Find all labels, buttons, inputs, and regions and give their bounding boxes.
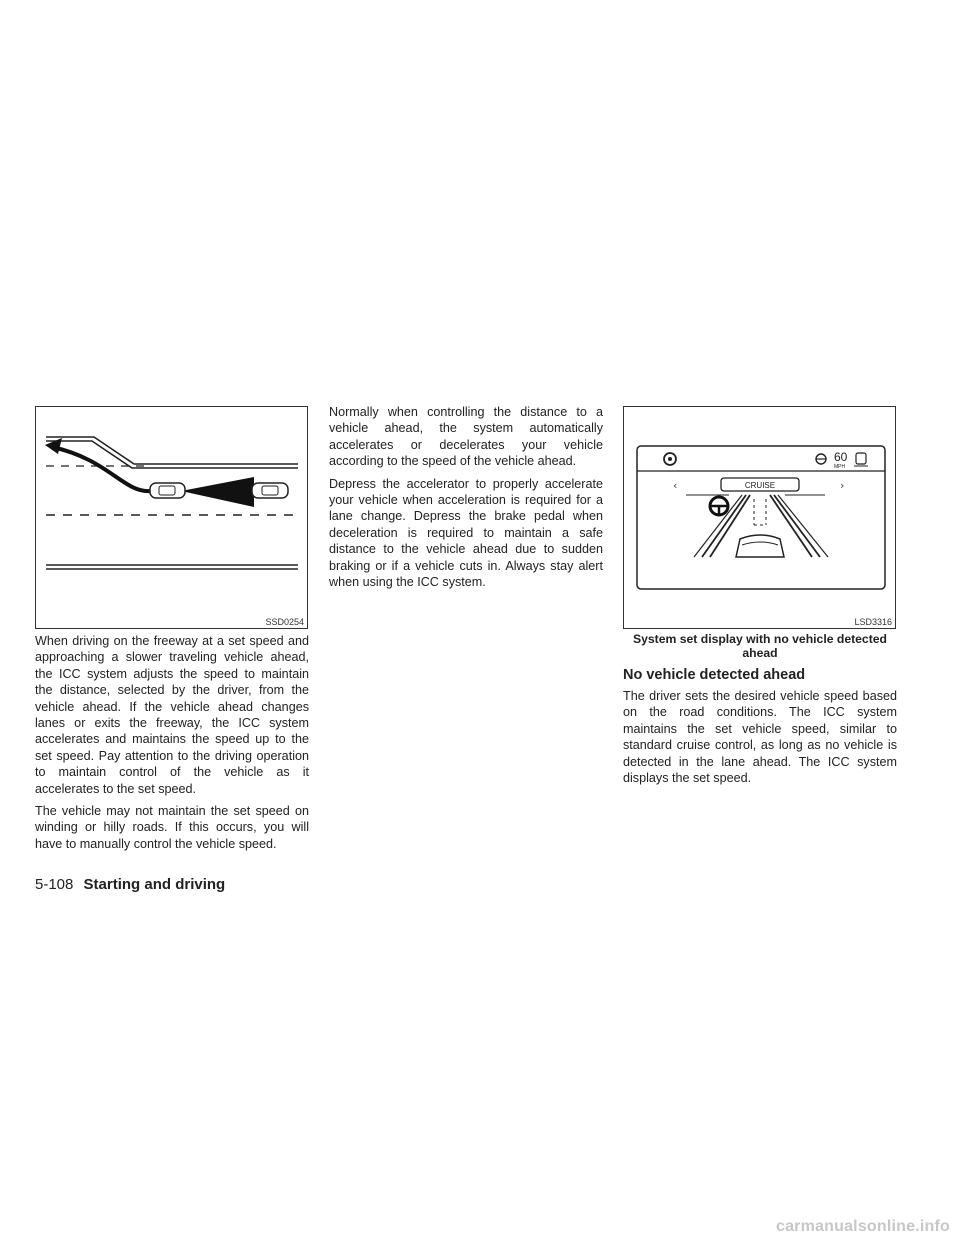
vehicle-ahead-indicator-icon	[854, 453, 868, 466]
car-ahead-icon	[150, 483, 185, 498]
speed-unit: MPH	[834, 464, 846, 470]
cruise-label: CRUISE	[744, 481, 776, 490]
chevron-right-icon: ›	[840, 479, 845, 492]
figure-code: LSD3316	[854, 617, 892, 627]
page-number: 5-108	[35, 876, 74, 893]
paragraph: The vehicle may not maintain the set speed on winding or hilly roads. If this occurs, you will have to manually control the vehicle speed.	[35, 804, 309, 851]
figure-caption: System set display with no vehicle detected ahead	[633, 632, 887, 660]
page-footer	[35, 876, 225, 893]
figure-lane-change	[35, 406, 308, 629]
section-heading: No vehicle detected ahead	[623, 667, 806, 683]
lane-change-illustration	[36, 407, 309, 630]
paragraph: The driver sets the desired vehicle speed based on the road conditions. The ICC system maintains the set vehicle speed, similar to standard cruise control, as long as no vehicle is detected in the lane ahead. The ICC system displays the set speed.	[623, 689, 897, 786]
radar-beam-shape	[181, 477, 254, 507]
steering-wheel-small-icon	[816, 454, 826, 464]
figure-code: SSD0254	[265, 617, 304, 627]
section-title: Starting and driving	[83, 876, 226, 893]
column-left	[35, 633, 309, 858]
steering-wheel-icon	[710, 497, 728, 515]
own-car-icon	[252, 483, 288, 498]
chevron-left-icon: ‹	[673, 479, 678, 492]
watermark: carmanualsonline.info	[775, 1218, 950, 1235]
paragraph: When driving on the freeway at a set speed and approaching a slower traveling vehicle ahead, the ICC system adjusts the speed to maintain the distance, selected by the driver, from the vehicle ahead. If the vehicle ahead changes lanes or exits the freeway, the ICC system accelerates and maintains the speed up to the set speed. Pay attention to the driving operation to maintain control of the vehicle as it accelerates to the set speed.	[35, 634, 309, 796]
cruise-display-illustration	[624, 407, 897, 630]
speed-value: 60	[834, 450, 848, 464]
column-right	[623, 633, 897, 792]
status-icon	[664, 453, 676, 465]
column-middle	[329, 404, 603, 596]
paragraph: Normally when controlling the distance to a vehicle ahead, the system automatically accelerates or decelerates your vehicle according to the speed of the vehicle ahead.	[329, 405, 603, 469]
figure-cruise-display	[623, 406, 896, 629]
own-vehicle-icon	[736, 535, 784, 557]
paragraph: Depress the accelerator to properly accelerate your vehicle when acceleration is required for a lane change. Depress the brake pedal when deceleration is required to maintain a safe distance to the vehicle ahead due to sudden braking or if a vehicle cuts in. Always stay alert when using the ICC system.	[329, 476, 603, 590]
